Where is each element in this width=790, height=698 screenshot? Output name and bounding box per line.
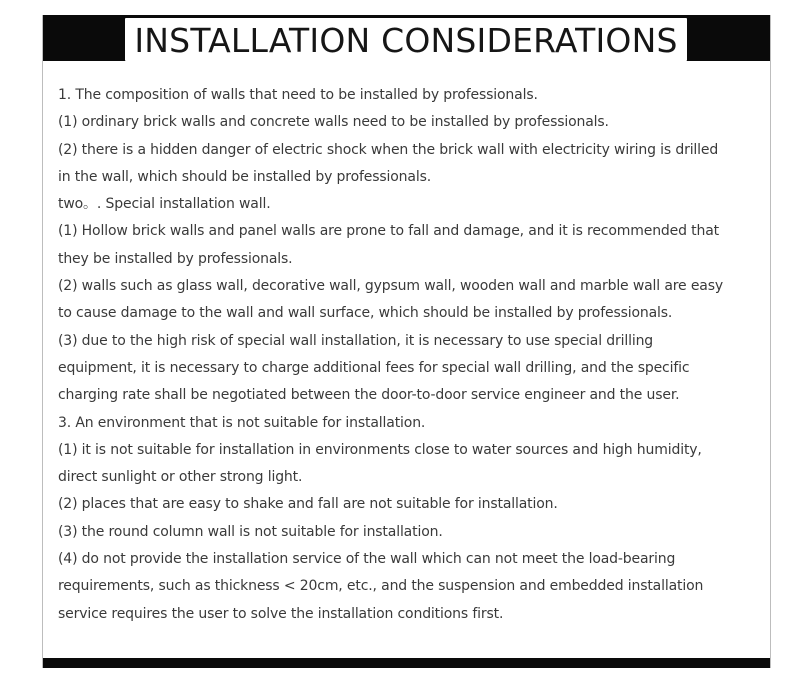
footer-bar <box>43 658 770 668</box>
text-line: 3. An environment that is not suitable for installation. <box>58 414 426 431</box>
installation-considerations-panel <box>42 15 771 668</box>
text-line: (2) places that are easy to shake and fall are not suitable for installation. <box>58 496 558 513</box>
text-line: charging rate shall be negotiated between the door-to-door service engineer and the user. <box>58 387 680 404</box>
page-title: INSTALLATION CONSIDERATIONS <box>134 21 678 60</box>
title-box <box>125 18 687 61</box>
text-line: (2) there is a hidden danger of electric shock when the brick wall with electricity wiring is drilled <box>58 141 719 158</box>
text-line: to cause damage to the wall and wall surface, which should be installed by professionals. <box>58 305 673 322</box>
text-line: requirements, such as thickness < 20cm, etc., and the suspension and embedded installation <box>58 578 704 595</box>
text-line: service requires the user to solve the installation conditions first. <box>58 605 504 622</box>
text-line: direct sunlight or other strong light. <box>58 469 303 486</box>
text-line: (3) due to the high risk of special wall installation, it is necessary to use special drilling <box>58 332 654 349</box>
text-line: (1) Hollow brick walls and panel walls are prone to fall and damage, and it is recommended that <box>58 223 719 240</box>
header-bar <box>43 15 770 61</box>
text-line: two。. Special installation wall. <box>58 196 271 213</box>
text-line: (4) do not provide the installation service of the wall which can not meet the load-bearing <box>58 551 676 568</box>
text-line: in the wall, which should be installed by professionals. <box>58 168 432 185</box>
considerations-text <box>58 82 758 628</box>
text-line: (3) the round column wall is not suitable for installation. <box>58 523 443 540</box>
text-line: (1) it is not suitable for installation in environments close to water sources and high humidity, <box>58 441 702 458</box>
text-line: (2) walls such as glass wall, decorative wall, gypsum wall, wooden wall and marble wall are easy <box>58 278 723 295</box>
text-line: equipment, it is necessary to charge additional fees for special wall drilling, and the specific <box>58 359 690 376</box>
text-line: they be installed by professionals. <box>58 250 293 267</box>
text-line: (1) ordinary brick walls and concrete walls need to be installed by professionals. <box>58 114 609 131</box>
text-line: 1. The composition of walls that need to be installed by professionals. <box>58 87 538 103</box>
